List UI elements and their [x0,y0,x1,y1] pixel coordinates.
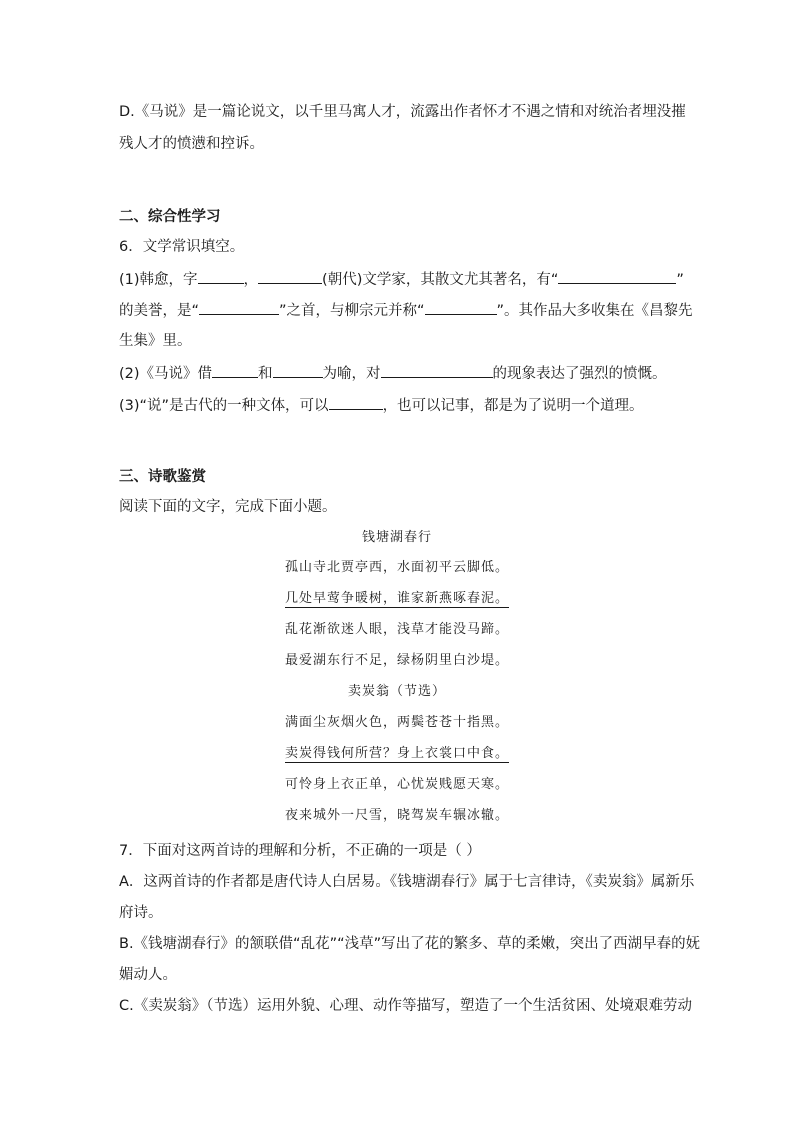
answer-blank[interactable] [212,362,258,378]
poem-1-line-1: 孤山寺北贾亭西，水面初平云脚低。 [284,560,509,575]
poem-1-line-3: 乱花渐欲迷人眼，浅草才能没马蹄。 [284,622,509,637]
option-a-line1: A．这两首诗的作者都是唐代诗人白居易。《钱塘湖春行》属于七言律诗，《卖炭翁》属新乐 [119,874,695,890]
option-b-line1: B.《钱塘湖春行》的颔联借“乱花”“浅草”写出了花的繁多、草的柔嫩，突出了西湖早春的妩 [119,936,701,952]
q6-3-text-a: (3)“说”是古代的一种文体，可以 [119,398,329,414]
answer-blank[interactable] [381,362,493,378]
question-6-1-line3: 生集》里。 [119,333,192,349]
answer-blank[interactable] [258,268,322,284]
q6-1-text-g: ”。其作品大多收集在《昌黎先 [496,303,693,319]
underlined-verse: 卖炭得钱何所营？身上衣裳口中食。 [284,746,509,761]
q6-1-text-a: (1)韩愈，字 [119,272,198,288]
poem-2-line-4: 夜来城外一尺雪，晓驾炭车辗冰辙。 [284,808,509,823]
section-3-title: 三、诗歌鉴赏 [119,469,206,485]
question-7-title: 7．下面对这两首诗的理解和分析，不正确的一项是（ ） [119,843,481,859]
option-a-line2: 府诗。 [119,905,163,921]
answer-blank[interactable] [199,299,279,315]
q6-2-text-c: 为喻，对 [322,366,381,382]
q6-3-text-b: ，也可以记事，都是为了说明一个道理。 [382,398,644,414]
question-6-1-line2 [119,299,693,322]
section-2-title: 二、综合性学习 [119,209,221,225]
poem-2-line-1: 满面尘灰烟火色，两鬓苍苍十指黑。 [284,715,509,730]
q6-1-text-c: (朝代)文学家，其散文尤其著名，有“ [322,272,559,288]
poem-2-title: 卖炭翁（节选） [347,684,446,699]
poem-2-line-2 [0,744,794,764]
poem-1-line-4: 最爱湖东行不足，绿杨阴里白沙堤。 [284,653,509,668]
question-6-3 [119,394,679,417]
option-d-line1: D.《马说》是一篇论说文，以千里马寓人才，流露出作者怀才不遇之情和对统治者埋没摧 [119,104,686,120]
q6-1-text-d: ” [676,272,684,288]
poem-2-line-3: 可怜身上衣正单，心忧炭贱愿天寒。 [284,777,509,792]
answer-blank[interactable] [425,299,497,315]
answer-blank[interactable] [198,268,244,284]
q6-2-text-a: (2)《马说》借 [119,366,213,382]
option-b-line2: 媚动人。 [119,967,177,983]
q6-1-text-e: 的美誉，是“ [119,303,200,319]
q6-1-text-b: ， [243,272,259,288]
question-6-1-line1 [119,268,684,291]
option-d-line2: 残人才的愤懑和控诉。 [119,136,264,152]
underlined-verse: 几处早莺争暖树，谁家新燕啄春泥。 [284,591,509,606]
q6-1-text-f: ”之首，与柳宗元并称“ [279,303,425,319]
q6-2-text-b: 和 [258,366,273,382]
question-6-2 [119,362,679,385]
answer-blank[interactable] [558,268,676,284]
option-c-line1: C.《卖炭翁》（节选）运用外貌、心理、动作等描写，塑造了一个生活贫困、处境艰难劳动 [119,998,692,1014]
answer-blank[interactable] [329,394,383,410]
section-3-intro: 阅读下面的文字，完成下面小题。 [119,499,337,515]
poem-1-line-2 [0,589,794,609]
answer-blank[interactable] [273,362,323,378]
poem-1-title: 钱塘湖春行 [361,530,432,545]
question-6-title: 6．文学常识填空。 [119,239,245,255]
q6-2-text-d: 的现象表达了强烈的愤慨。 [492,366,667,382]
